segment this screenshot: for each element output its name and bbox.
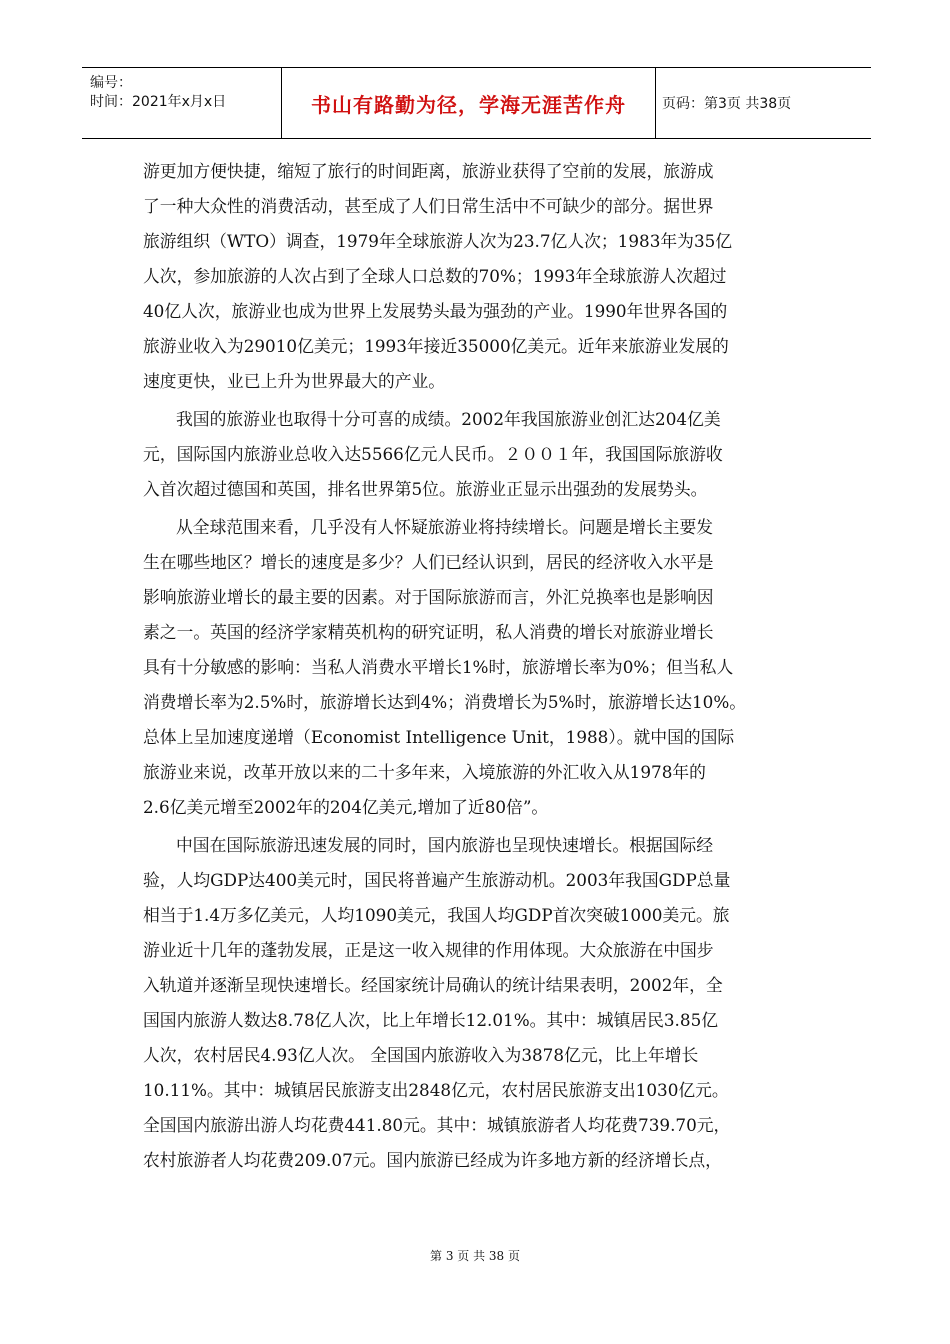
paragraph-line <box>143 685 811 720</box>
paragraph-line <box>143 1038 811 1073</box>
serial-label: 编号： <box>90 75 132 91</box>
paragraph-line <box>143 755 811 790</box>
line-text: 人次，农村居民4.93亿人次。 全国国内旅游收入为3878亿元，比上年增长 <box>143 1045 699 1065</box>
line-text: 相当于1.4万多亿美元，人均1090美元，我国人均GDP首次突破1000美元。旅 <box>143 905 730 925</box>
paragraph-line <box>143 472 811 507</box>
paragraph-line <box>143 1003 811 1038</box>
time-label: 时间：2021年x月x日 <box>90 94 227 110</box>
page-header <box>82 67 871 139</box>
line-text: 旅游业收入为29010亿美元；1993年接近35000亿美元。近年来旅游业发展的 <box>143 336 729 356</box>
line-text: 验，人均GDP达400美元时，国民将普遍产生旅游动机。2003年我国GDP总量 <box>143 870 731 890</box>
line-text: 全国国内旅游出游人均花费441.80元。其中：城镇旅游者人均花费739.70元， <box>143 1115 731 1135</box>
line-text: 从全球范围来看，几乎没有人怀疑旅游业将持续增长。问题是增长主要发 <box>176 517 714 537</box>
paragraph-line <box>143 1108 811 1143</box>
line-text: 2.6亿美元增至2002年的204亿美元,增加了近80倍”。 <box>143 797 549 817</box>
line-text: 旅游业来说，改革开放以来的二十多年来，入境旅游的外汇收入从1978年的 <box>143 762 706 782</box>
paragraph-line <box>143 863 811 898</box>
paragraph-line <box>143 580 811 615</box>
line-text: 40亿人次，旅游业也成为世界上发展势头最为强劲的产业。1990年世界各国的 <box>143 301 728 321</box>
paragraph-line <box>143 828 811 863</box>
line-text: 10.11%。其中：城镇居民旅游支出2848亿元，农村居民旅游支出1030亿元。 <box>143 1080 729 1100</box>
line-text: 我国的旅游业也取得十分可喜的成绩。2002年我国旅游业创汇达204亿美 <box>176 409 721 429</box>
page-footer <box>0 1247 950 1264</box>
paragraph-line <box>143 898 811 933</box>
paragraph-line <box>143 650 811 685</box>
line-text: 消费增长率为2.5%时，旅游增长达到4%；消费增长为5%时，旅游增长达10%。 <box>143 692 747 712</box>
header-motto: 书山有路勤为径，学海无涯苦作舟 <box>311 92 626 117</box>
paragraph-line <box>143 545 811 580</box>
paragraph-line <box>143 154 811 189</box>
paragraph-line <box>143 329 811 364</box>
line-text: 了一种大众性的消费活动，甚至成了人们日常生活中不可缺少的部分。据世界 <box>143 196 714 216</box>
document-body <box>143 154 811 1178</box>
line-text: 总体上呈加速度递增（Economist Intelligence Unit，1988）。就中国的国际 <box>143 727 735 747</box>
paragraph-line <box>143 720 811 755</box>
line-text: 人次，参加旅游的人次占到了全球人口总数的70%；1993年全球旅游人次超过 <box>143 266 727 286</box>
line-text: 速度更快，业已上升为世界最大的产业。 <box>143 371 446 391</box>
page-info-text: 页码：第3页 共38页 <box>662 96 792 112</box>
line-text: 入轨道并逐渐呈现快速增长。经国家统计局确认的统计结果表明，2002年，全 <box>143 975 723 995</box>
line-text: 国国内旅游人数达8.78亿人次，比上年增长12.01%。其中：城镇居民3.85亿 <box>143 1010 719 1030</box>
line-text: 影响旅游业增长的最主要的因素。对于国际旅游而言，外汇兑换率也是影响因 <box>143 587 714 607</box>
paragraph-line <box>143 790 811 825</box>
paragraph-line <box>143 1143 811 1178</box>
paragraph-line <box>143 510 811 545</box>
paragraph-line <box>143 224 811 259</box>
header-page-info <box>656 68 871 138</box>
line-text: 具有十分敏感的影响：当私人消费水平增长1%时，旅游增长率为0%；但当私人 <box>143 657 734 677</box>
paragraph-line <box>143 402 811 437</box>
line-text: 生在哪些地区？增长的速度是多少？人们已经认识到，居民的经济收入水平是 <box>143 552 714 572</box>
paragraph-line <box>143 437 811 472</box>
paragraph-line <box>143 189 811 224</box>
line-text: 中国在国际旅游迅速发展的同时，国内旅游也呈现快速增长。根据国际经 <box>176 835 714 855</box>
paragraph-line <box>143 933 811 968</box>
paragraph-line <box>143 294 811 329</box>
line-text: 素之一。英国的经济学家精英机构的研究证明，私人消费的增长对旅游业增长 <box>143 622 714 642</box>
line-text: 游更加方便快捷，缩短了旅行的时间距离，旅游业获得了空前的发展，旅游成 <box>143 161 714 181</box>
paragraph-line <box>143 364 811 399</box>
paragraph-line <box>143 259 811 294</box>
line-text: 旅游组织（WTO）调查，1979年全球旅游人次为23.7亿人次；1983年为35亿 <box>143 231 733 251</box>
line-text: 元，国际国内旅游业总收入达5566亿元人民币。２００１年，我国国际旅游收 <box>143 444 723 464</box>
header-meta <box>82 68 282 138</box>
paragraph-line <box>143 968 811 1003</box>
header-motto-cell <box>282 68 656 138</box>
footer-page-number: 第 3 页 共 38 页 <box>430 1249 520 1263</box>
paragraph-line <box>143 615 811 650</box>
line-text: 入首次超过德国和英国，排名世界第5位。旅游业正显示出强劲的发展势头。 <box>143 479 708 499</box>
line-text: 游业近十几年的蓬勃发展，正是这一收入规律的作用体现。大众旅游在中国步 <box>143 940 714 960</box>
line-text: 农村旅游者人均花费209.07元。国内旅游已经成为许多地方新的经济增长点， <box>143 1150 722 1170</box>
paragraph-line <box>143 1073 811 1108</box>
